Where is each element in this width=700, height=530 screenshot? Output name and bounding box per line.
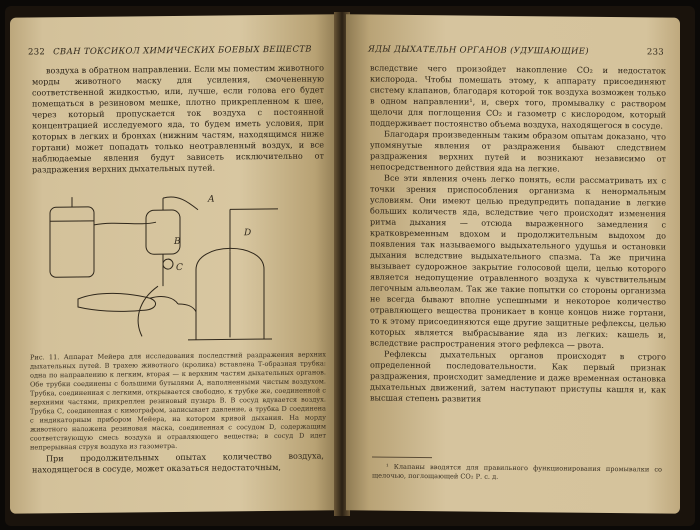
left-page-number: 232 <box>28 47 46 58</box>
label-d: D <box>244 228 252 239</box>
right-paragraph-4: Рефлексы дыхательных органов происходят в строго определенной последовательности. Как первый признак раздражения, происходит замедление и даже временная остановка дыхательных движений, затем наступают приступы кашля и, как высшая степень развития <box>370 348 666 404</box>
right-page <box>346 14 680 513</box>
left-paragraph: воздуха в обратном направлении. Если мы поместим животного морды животного маску для усиления, смочененную соответственной жидкостью, или, лучше, если голова его будет помещаться в резиновом мешке, плотно прикрепленном к шее, через который пропускается ток воздуха с постоянной концентрацией исследуемого яда, то будем иметь условия, при которых в легких и бронхах (нижним частям, находящимся ниже гортани) может попадать только неотравленный воздух, и все наблюдаемые явления будут зависеть исключительно от раздражения верхних дыхательных путей. <box>32 62 324 175</box>
left-running-head-text: СВАН ТОКСИКОЛ ХИМИЧЕСКИХ БОЕВЫХ ВЕЩЕСТВ <box>53 44 312 58</box>
apparatus-figure <box>38 188 328 351</box>
right-running-head-text: ЯДЫ ДЫХАТЕЛЬН ОРГАНОВ (УДУШАЮЩИЕ) <box>368 44 589 57</box>
rabbit-outline <box>78 293 156 312</box>
bottle-a-left <box>50 207 94 277</box>
label-a: A <box>208 194 215 205</box>
footnote-text: ¹ Клапаны вводятся для правильного функционирования промывалки со щелочью, поглощающей CO₂ Р. с. д. <box>372 462 662 481</box>
right-paragraph-3: Все эти явления очень легко понять, если рассматривать их с точки зрения приспособления организма к ненормальным условиям. Они имеют целью предупредить попадание в легкие больших количеств яда, вследствие чего происходят изменения ритма дыхания — отсюда выраженного замедления с кратковременным вдохом и продолжительным выдохом до появления так называемого выдыхательного удушья и остановки дыхания вследствие выдыхательного спазма. Та же причина вызывает судорожное закрытие голосовой щели, целью которого является недопущение отравленного воздуха к чувствительным легочным альвеолам. Так же такие попытки со стороны организма не всегда бывают вполне успешными и некоторое количество отравляющего вещества проникает в конце концов ниже гортани, то к этому присоединяются еще другие защитные рефлексы, целью которых является выбрасывание яда из легких: кашель и, вследствие распространения этого рефлекса — рвота. <box>370 172 666 350</box>
left-body-text <box>32 62 324 175</box>
figure-caption <box>30 350 326 452</box>
label-b: B <box>174 236 181 247</box>
apparatus-illustration <box>38 188 328 351</box>
left-running-head <box>28 44 324 57</box>
valve-c <box>163 259 173 269</box>
right-running-head <box>368 44 664 57</box>
left-closing-text <box>32 450 324 475</box>
footnote-rule <box>372 457 432 459</box>
bottle-b <box>146 210 180 254</box>
left-closing-paragraph: При продолжительных опытах количество воздуха, находящегося в сосуде, может оказаться недостаточным, <box>32 450 324 475</box>
figure-caption-text: Рис. 11. Аппарат Мейера для исследования последствий раздражения верхних дыхательных путей. В трахею животного (кролика) вставлена Т-образная трубка: одна по направлению к легким, вторая — к верхним частям дыхательных органов. Обе трубки соединены с большими бутылями А, наполненными чистым воздухом. Трубка, соединенная с легкими, открывается свободно, к трубке же, соединенной с верхними частями, прикреплен резиновый пузырь В. В сосуд вдувается воздух. Трубка С, соединенная с кимографом, записывает давление, а трубка D соединена с индикаторным прибором Мейера, на котором кривой дыхания. На морду животного наложена резиновая маска, соединенная с сосудом D, содержащим соответствующую смесь воздуха и отравляющего вещества; в сосуд D идет непрерывная струя воздуха из газометра. <box>30 350 326 452</box>
right-page-number: 233 <box>646 47 664 58</box>
footnote <box>372 463 662 484</box>
label-c: C <box>176 262 183 273</box>
right-paragraph-1: вследствие чего произойдет накопление CO₂ и недостаток кислорода. Чтобы помешать этому, к аппарату присоединяют систему клапанов, благодаря которой ток воздуха возможен только в одном направлении¹, и, сверх того, промывалку с раствором щелочи для поглощения CO₂ и газометр с кислородом, который поддерживает постоянство объема воздуха, находящегося в сосуде. <box>370 62 666 131</box>
right-body-text <box>370 63 666 407</box>
left-page <box>10 14 338 513</box>
right-paragraph-2: Благодаря произведенным таким образом опытам доказано, что упомянутые явления от раздражения бывают следствием раздражения верхних путей и возникают независимо от непосредственного действия яда на легкие. <box>370 128 666 174</box>
